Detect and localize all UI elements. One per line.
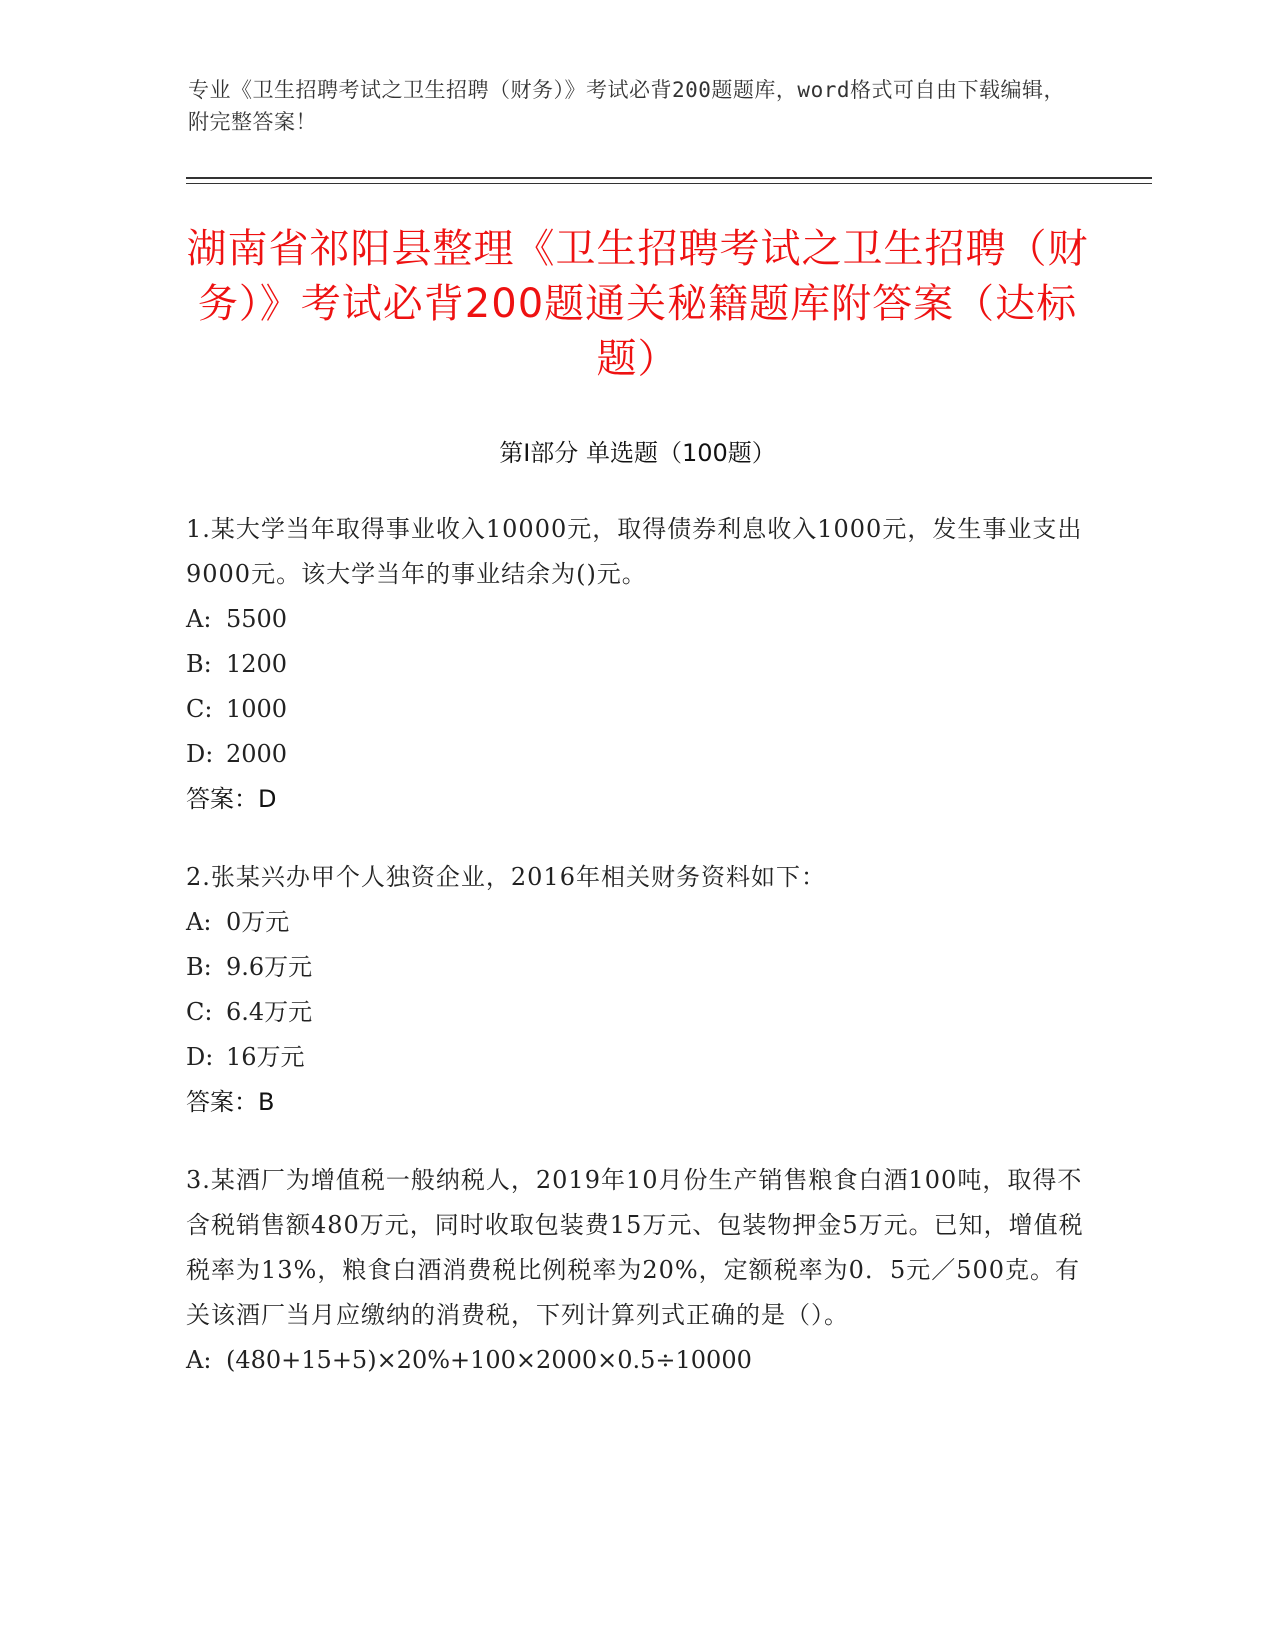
- option-label: C:: [186, 998, 213, 1026]
- option-c: [186, 990, 1086, 1035]
- option-d: [186, 732, 1086, 777]
- option-b: [186, 642, 1086, 687]
- option-value: 9.6万元: [226, 953, 313, 981]
- option-label: D:: [186, 740, 214, 768]
- option-value: 2000: [226, 740, 288, 768]
- option-label: A:: [186, 1346, 212, 1374]
- question-2: [186, 855, 1086, 1125]
- option-value: 16万元: [226, 1043, 305, 1071]
- option-label: A:: [186, 605, 212, 633]
- option-value: 1200: [226, 650, 288, 678]
- option-label: D:: [186, 1043, 214, 1071]
- answer: 答案：D: [186, 785, 277, 813]
- option-value: 5500: [226, 605, 288, 633]
- question-text: 2.张某兴办甲个人独资企业，2016年相关财务资料如下：: [186, 863, 826, 891]
- option-a: [186, 900, 1086, 945]
- header-divider-thin: [186, 183, 1152, 184]
- question-text: 1.某大学当年取得事业收入10000元，取得债券利息收入1000元，发生事业支出9000元。该大学当年的事业结余为()元。: [186, 515, 1083, 588]
- question-3: [186, 1158, 1086, 1383]
- option-label: B:: [186, 953, 212, 981]
- option-value: 6.4万元: [226, 998, 313, 1026]
- document-title: 湖南省祁阳县整理《卫生招聘考试之卫生招聘（财务）》考试必背200题通关秘籍题库附答案（达标题）: [186, 226, 1089, 382]
- option-value: 0万元: [226, 908, 290, 936]
- option-b: [186, 945, 1086, 990]
- option-label: A:: [186, 908, 212, 936]
- option-label: C:: [186, 695, 213, 723]
- section-title: 第I部分 单选题（100题）: [499, 439, 776, 467]
- header-note: 专业《卫生招聘考试之卫生招聘（财务）》考试必背200题题库，word格式可自由下载编辑，附完整答案！: [188, 78, 1065, 134]
- option-a: [186, 1338, 1086, 1383]
- option-d: [186, 1035, 1086, 1080]
- option-value: (480+15+5)×20%+100×2000×0.5÷10000: [226, 1346, 752, 1374]
- option-c: [186, 687, 1086, 732]
- header-divider-thick: [186, 177, 1152, 179]
- question-text: 3.某酒厂为增值税一般纳税人，2019年10月份生产销售粮食白酒100吨，取得不含税销售额480万元，同时收取包装费15万元、包装物押金5万元。已知，增值税税率为13%，粮食白酒消费税比例税率为20%，定额税率为0．5元／500克。有关该酒厂当月应缴纳的消费税，下列计算列式正确的是（）。: [186, 1166, 1084, 1329]
- option-value: 1000: [226, 695, 288, 723]
- option-a: [186, 597, 1086, 642]
- answer: 答案：B: [186, 1088, 275, 1116]
- question-1: [186, 507, 1086, 822]
- option-label: B:: [186, 650, 212, 678]
